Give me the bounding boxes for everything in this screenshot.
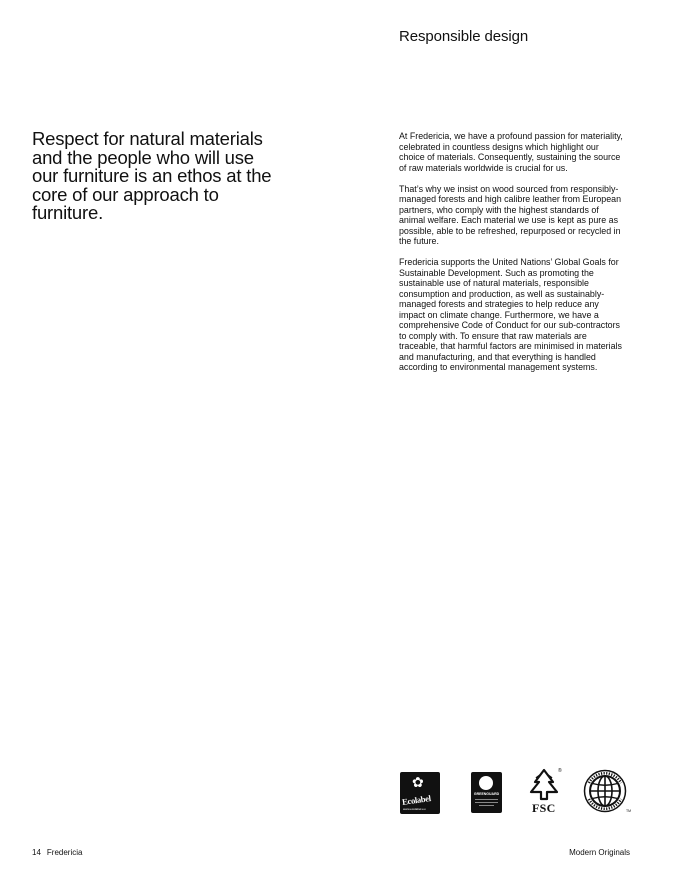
trademark-mark: TM xyxy=(626,809,632,813)
greenguard-logo xyxy=(471,772,502,813)
body-text xyxy=(399,131,623,383)
footer-brand: Fredericia xyxy=(46,848,83,857)
greenguard-word: GREENGUARD xyxy=(473,792,500,796)
eu-ecolabel-logo xyxy=(400,772,440,814)
ecolabel-word: Ecolabel xyxy=(401,793,432,807)
section-title: Responsible design xyxy=(399,28,529,45)
globe-certification-logo xyxy=(583,769,632,815)
fsc-logo xyxy=(526,768,566,816)
certification-logos xyxy=(399,768,639,818)
eu-flower-icon: ✿ xyxy=(412,774,424,790)
registered-mark: ® xyxy=(558,768,562,774)
page-number: 14 xyxy=(32,848,41,857)
fsc-word: FSC xyxy=(532,801,556,815)
greenguard-icon xyxy=(479,776,493,790)
globe-certification-icon xyxy=(583,769,627,813)
ecolabel-url: www.ecolabel.eu xyxy=(403,807,426,811)
divider xyxy=(475,799,498,800)
divider xyxy=(479,805,494,806)
body-paragraph: Fredericia supports the United Nations’ Global Goals for Sustainable Development. Such as promoting the sustainable use of natural materials, responsible consumption and production, as well as sustainably-managed forests and strategies to help reduce any impact on climate change. Furthermore, we have a comprehensive Code of Conduct for our sub-contractors to comply with. To ensure that raw materials are traceable, that harmful factors are minimised in materials and manufacturing, and that everything is handled according to environmental management systems. xyxy=(399,257,622,372)
footer-left xyxy=(32,848,82,857)
divider xyxy=(475,802,498,803)
lead-statement: Respect for natural materials and the people who will use our furniture is an ethos at the core of our approach to furniture. xyxy=(32,128,272,223)
footer-publication: Modern Originals xyxy=(569,848,630,857)
fsc-tree-icon xyxy=(526,768,562,802)
body-paragraph: That’s why we insist on wood sourced from responsibly-managed forests and high calibre leather from European partners, who comply with the highest standards of animal welfare. Each material we use is kept as pure as possible, able to be refreshed, repurposed or recycled in the future. xyxy=(399,183,622,246)
body-paragraph: At Fredericia, we have a profound passion for materiality, celebrated in countless designs which highlight our choice of materials. Consequently, sustaining the source of raw materials worldwide is crucial for us. xyxy=(399,131,623,173)
